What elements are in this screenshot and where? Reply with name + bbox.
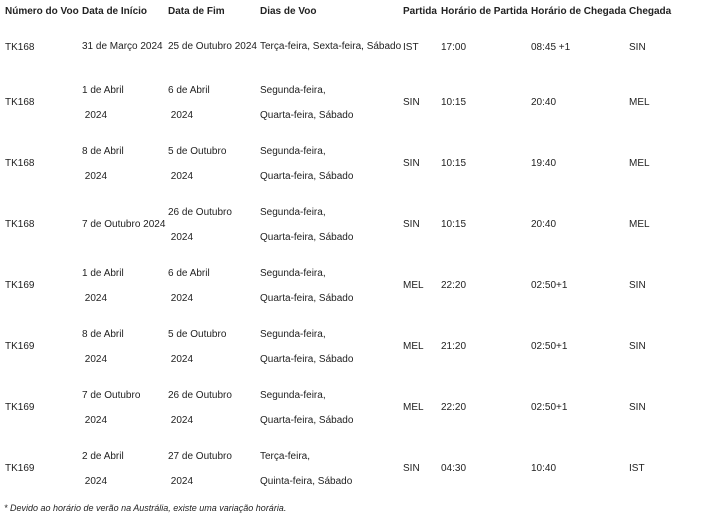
end-date-line: 2024 (168, 231, 194, 243)
header-departure-time: Horário de Partida (441, 5, 528, 17)
flight-days-line: Quarta-feira, Sábado (260, 414, 354, 426)
flight-days-line: Quarta-feira, Sábado (260, 231, 354, 243)
table-row (3, 438, 675, 499)
flight-days-cell (258, 255, 401, 316)
flight-days-line: Segunda-feira, (260, 206, 326, 218)
flight-days-cell (258, 22, 401, 72)
start-date-line: 2024 (82, 109, 108, 121)
start-date-cell (80, 316, 166, 377)
end-date-cell (166, 316, 258, 377)
arrival-time-cell: 20:40 (531, 219, 557, 230)
start-date-line: 7 de Outubro (82, 389, 141, 401)
flight-days-line: Quinta-feira, Sábado (260, 475, 353, 487)
end-date-cell (166, 255, 258, 316)
end-date-line: 5 de Outubro (168, 145, 227, 157)
header-flight-days: Dias de Voo (260, 5, 317, 17)
start-date-cell (80, 133, 166, 194)
header-departure: Partida (403, 5, 437, 17)
flight-days-cell (258, 438, 401, 499)
start-date-line: 2024 (82, 414, 108, 426)
flight-days-cell (258, 133, 401, 194)
end-date-line: 2024 (168, 353, 194, 365)
flight-number-cell: TK169 (5, 341, 35, 352)
flight-days-line: Segunda-feira, (260, 328, 326, 340)
arrival-cell: MEL (629, 219, 650, 230)
end-date-line: 2024 (168, 292, 194, 304)
table-row (3, 316, 675, 377)
end-date-cell (166, 22, 258, 72)
arrival-cell: MEL (629, 97, 650, 108)
flight-days-line: Quarta-feira, Sábado (260, 353, 354, 365)
arrival-time-cell: 02:50+1 (531, 341, 568, 352)
start-date-line: 8 de Abril (82, 145, 124, 157)
start-date-line: 2024 (82, 170, 108, 182)
flight-days-cell (258, 377, 401, 438)
end-date-line: 27 de Outubro (168, 450, 232, 462)
end-date-line: 2024 (168, 109, 194, 121)
flight-days-cell (258, 316, 401, 377)
start-date-text: 31 de Março 2024 (82, 41, 163, 52)
start-date-line: 2024 (82, 475, 108, 487)
arrival-cell: SIN (629, 402, 646, 413)
end-date-line: 6 de Abril (168, 267, 210, 279)
flight-number-cell: TK169 (5, 280, 35, 291)
departure-cell: SIN (403, 219, 420, 230)
arrival-time-cell: 02:50+1 (531, 402, 568, 413)
departure-cell: SIN (403, 158, 420, 169)
footnote: * Devido ao horário de verão na Austrália, existe uma variação horária. (4, 503, 287, 513)
header-arrival: Chegada (629, 5, 672, 17)
flight-number-cell: TK168 (5, 219, 35, 230)
arrival-time-cell: 08:45 +1 (531, 41, 571, 53)
end-date-line: 6 de Abril (168, 84, 210, 96)
arrival-time-cell: 19:40 (531, 158, 557, 169)
header-arrival-time: Horário de Chegada (531, 5, 627, 17)
departure-time-cell: 10:15 (441, 97, 467, 108)
table-row (3, 72, 675, 133)
start-date-cell (80, 72, 166, 133)
departure-time-cell: 22:20 (441, 280, 467, 291)
end-date-cell (166, 72, 258, 133)
start-date-cell (80, 22, 166, 72)
table-row (3, 133, 675, 194)
flight-days-line: Terça-feira, (260, 450, 311, 462)
flight-days-line: Segunda-feira, (260, 145, 326, 157)
flight-number-cell: TK169 (5, 402, 35, 413)
flight-days-line: Segunda-feira, (260, 84, 326, 96)
flight-days-line: Quarta-feira, Sábado (260, 292, 354, 304)
arrival-cell: MEL (629, 158, 650, 169)
departure-time-cell: 10:15 (441, 219, 467, 230)
flight-days-line: Quarta-feira, Sábado (260, 170, 354, 182)
header-end-date: Data de Fim (168, 5, 225, 17)
departure-cell: MEL (403, 280, 424, 291)
flight-number-cell: TK168 (5, 158, 35, 169)
start-date-line: 8 de Abril (82, 328, 124, 340)
flight-number-cell: TK168 (5, 97, 35, 108)
arrival-time-cell: 02:50+1 (531, 280, 568, 291)
end-date-line: 2024 (168, 414, 194, 426)
start-date-line: 2024 (82, 353, 108, 365)
departure-time-cell: 04:30 (441, 463, 467, 474)
header-start-date: Data de Início (82, 5, 148, 17)
start-date-cell (80, 377, 166, 438)
flight-days-line: Segunda-feira, (260, 389, 326, 401)
departure-time-cell: 21:20 (441, 341, 467, 352)
end-date-line: 26 de Outubro (168, 206, 232, 218)
end-date-line: 26 de Outubro (168, 389, 232, 401)
arrival-cell: SIN (629, 41, 646, 53)
departure-cell: IST (403, 41, 419, 53)
flight-rows (3, 22, 675, 499)
start-date-line: 2024 (82, 292, 108, 304)
start-date-cell (80, 194, 166, 255)
start-date-cell (80, 438, 166, 499)
header-flight-number: Número do Voo (5, 5, 79, 17)
table-header-row (3, 0, 675, 22)
arrival-time-cell: 10:40 (531, 463, 557, 474)
departure-time-cell: 10:15 (441, 158, 467, 169)
table-row (3, 255, 675, 316)
flight-days-cell (258, 194, 401, 255)
table-row (3, 194, 675, 255)
end-date-line: 5 de Outubro (168, 328, 227, 340)
table-row (3, 377, 675, 438)
end-date-cell (166, 377, 258, 438)
end-date-text: 25 de Outubro 2024 (168, 41, 257, 52)
departure-time-cell: 17:00 (441, 41, 467, 53)
table-row (3, 22, 675, 72)
arrival-cell: IST (629, 463, 645, 474)
flight-days-line: Segunda-feira, (260, 267, 326, 279)
departure-cell: MEL (403, 341, 424, 352)
departure-cell: SIN (403, 463, 420, 474)
flight-number-cell: TK169 (5, 463, 35, 474)
flight-schedule-table (3, 0, 675, 499)
start-date-line: 1 de Abril (82, 267, 124, 279)
end-date-cell (166, 133, 258, 194)
departure-cell: MEL (403, 402, 424, 413)
flight-days-text: Terça-feira, Sexta-feira, Sábado (260, 41, 401, 52)
flight-number-cell: TK168 (5, 41, 35, 53)
departure-time-cell: 22:20 (441, 402, 467, 413)
end-date-line: 2024 (168, 170, 194, 182)
start-date-line: 2 de Abril (82, 450, 124, 462)
arrival-cell: SIN (629, 341, 646, 352)
arrival-time-cell: 20:40 (531, 97, 557, 108)
departure-cell: SIN (403, 97, 420, 108)
end-date-line: 2024 (168, 475, 194, 487)
start-date-text: 7 de Outubro 2024 (82, 218, 166, 230)
flight-days-line: Quarta-feira, Sábado (260, 109, 354, 121)
start-date-cell (80, 255, 166, 316)
flight-days-cell (258, 72, 401, 133)
end-date-cell (166, 438, 258, 499)
end-date-cell (166, 194, 258, 255)
arrival-cell: SIN (629, 280, 646, 291)
start-date-line: 1 de Abril (82, 84, 124, 96)
